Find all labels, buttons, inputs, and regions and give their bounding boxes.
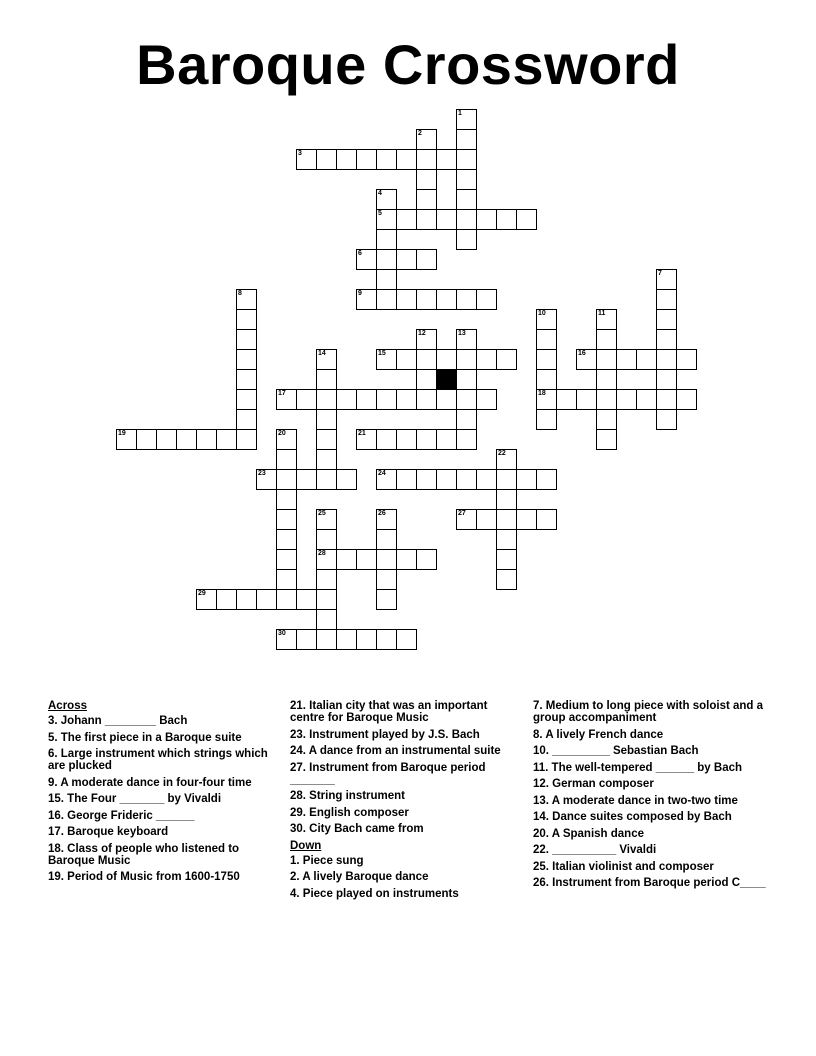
grid-cell[interactable] — [496, 449, 517, 470]
clue-across-19: 19. Period of Music from 1600-1750 — [48, 871, 240, 883]
grid-cell[interactable] — [416, 209, 437, 230]
clue-number: 29 — [198, 590, 206, 597]
grid-cell[interactable] — [276, 469, 297, 490]
clue-number: 7 — [658, 270, 662, 277]
clue-number: 25 — [318, 510, 326, 517]
clues-column-2 — [290, 700, 522, 904]
grid-cell[interactable] — [416, 169, 437, 190]
grid-cell[interactable] — [496, 549, 517, 570]
grid-cell[interactable] — [416, 249, 437, 270]
grid-cell[interactable] — [616, 349, 637, 370]
grid-cell[interactable] — [296, 149, 317, 170]
grid-cell[interactable] — [416, 549, 437, 570]
grid-cell[interactable] — [516, 469, 537, 490]
grid-cell[interactable] — [156, 429, 177, 450]
grid-cell[interactable] — [436, 389, 457, 410]
grid-cell[interactable] — [656, 289, 677, 310]
grid-cell[interactable] — [456, 169, 477, 190]
grid-cell[interactable] — [436, 289, 457, 310]
grid-cell[interactable] — [596, 349, 617, 370]
grid-cell[interactable] — [316, 509, 337, 530]
clue-number: 14 — [318, 350, 326, 357]
grid-cell[interactable] — [656, 309, 677, 330]
grid-cell[interactable] — [256, 589, 277, 610]
grid-cell[interactable] — [536, 469, 557, 490]
grid-cell[interactable] — [656, 369, 677, 390]
grid-cell[interactable] — [496, 469, 517, 490]
grid-cell[interactable] — [656, 329, 677, 350]
grid-cell[interactable] — [596, 369, 617, 390]
grid-cell[interactable] — [316, 589, 337, 610]
grid-cell[interactable] — [396, 289, 417, 310]
grid-cell[interactable] — [496, 569, 517, 590]
clue-number: 22 — [498, 450, 506, 457]
grid-cell[interactable] — [456, 209, 477, 230]
clue-across-23: 23. Instrument played by J.S. Bach — [290, 728, 480, 741]
grid-cell[interactable] — [536, 329, 557, 350]
clue-number: 3 — [298, 150, 302, 157]
grid-cell[interactable] — [236, 309, 257, 330]
grid-cell[interactable] — [416, 429, 437, 450]
grid-cell[interactable] — [336, 149, 357, 170]
clue-number: 21 — [358, 430, 366, 437]
grid-cell[interactable] — [276, 569, 297, 590]
grid-cell[interactable] — [296, 629, 317, 650]
grid-cell[interactable] — [496, 529, 517, 550]
grid-cell[interactable] — [396, 209, 417, 230]
grid-cell[interactable] — [596, 309, 617, 330]
clue-number: 15 — [378, 350, 386, 357]
grid-cell[interactable] — [496, 349, 517, 370]
grid-cell[interactable] — [316, 429, 337, 450]
grid-cell[interactable] — [376, 569, 397, 590]
grid-cell[interactable] — [676, 349, 697, 370]
grid-cell[interactable] — [376, 269, 397, 290]
grid-cell[interactable] — [536, 409, 557, 430]
grid-cell[interactable] — [376, 549, 397, 570]
grid-cell[interactable] — [276, 629, 297, 650]
grid-cell[interactable] — [316, 149, 337, 170]
grid-cell[interactable] — [356, 429, 377, 450]
clue-down-8: 8. A lively French dance — [533, 728, 664, 741]
grid-cell[interactable] — [236, 289, 257, 310]
grid-cell[interactable] — [236, 389, 257, 410]
grid-cell[interactable] — [276, 509, 297, 530]
grid-cell[interactable] — [276, 589, 297, 610]
grid-cell[interactable] — [376, 389, 397, 410]
grid-cell[interactable] — [356, 149, 377, 170]
grid-cell[interactable] — [316, 349, 337, 370]
grid-cell[interactable] — [536, 349, 557, 370]
grid-cell[interactable] — [396, 429, 417, 450]
grid-cell[interactable] — [436, 149, 457, 170]
grid-cell[interactable] — [456, 329, 477, 350]
grid-cell[interactable] — [376, 629, 397, 650]
grid-cell[interactable] — [316, 449, 337, 470]
grid-cell[interactable] — [416, 289, 437, 310]
grid-cell[interactable] — [276, 389, 297, 410]
grid-cell[interactable] — [176, 429, 197, 450]
clue-down-25: 25. Italian violinist and composer — [533, 860, 714, 873]
grid-cell[interactable] — [296, 469, 317, 490]
grid-cell[interactable] — [476, 509, 497, 530]
grid-cell[interactable] — [316, 389, 337, 410]
clue-number: 27 — [458, 510, 466, 517]
grid-cell[interactable] — [396, 469, 417, 490]
grid-cell[interactable] — [376, 149, 397, 170]
grid-cell[interactable] — [456, 389, 477, 410]
clue-across-16: 16. George Frideric ______ — [48, 809, 195, 822]
grid-cell[interactable] — [316, 629, 337, 650]
clue-number: 12 — [418, 330, 426, 337]
grid-cell[interactable] — [576, 349, 597, 370]
grid-cell[interactable] — [236, 409, 257, 430]
clue-number: 16 — [578, 350, 586, 357]
clue-across-3: 3. Johann ________ Bach — [48, 715, 188, 727]
clue-number: 24 — [378, 470, 386, 477]
grid-cell[interactable] — [356, 629, 377, 650]
clue-down-22: 22. __________ Vivaldi — [533, 844, 657, 856]
grid-cell[interactable] — [496, 489, 517, 510]
clue-across-28: 28. String instrument — [290, 790, 406, 802]
grid-cell[interactable] — [216, 429, 237, 450]
grid-cell[interactable] — [316, 369, 337, 390]
grid-cell[interactable] — [316, 529, 337, 550]
across-heading: Across — [48, 700, 87, 712]
grid-cell[interactable] — [296, 589, 317, 610]
grid-cell[interactable] — [356, 249, 377, 270]
grid-cell[interactable] — [416, 149, 437, 170]
clue-number: 13 — [458, 330, 466, 337]
grid-cell[interactable] — [496, 509, 517, 530]
grid-cell[interactable] — [476, 349, 497, 370]
grid-cell[interactable] — [576, 389, 597, 410]
grid-cell[interactable] — [416, 189, 437, 210]
clue-across-29: 29. English composer — [290, 806, 409, 819]
grid-cell[interactable] — [356, 549, 377, 570]
grid-cell[interactable] — [476, 209, 497, 230]
grid-cell[interactable] — [536, 509, 557, 530]
grid-cell[interactable] — [296, 389, 317, 410]
grid-cell[interactable] — [656, 409, 677, 430]
grid-cell[interactable] — [336, 469, 357, 490]
clue-number: 4 — [378, 190, 382, 197]
clue-down-13: 13. A moderate dance in two-two time — [533, 794, 738, 807]
clue-number: 20 — [278, 430, 286, 437]
grid-cell[interactable] — [376, 529, 397, 550]
grid-cell[interactable] — [316, 549, 337, 570]
grid-cell[interactable] — [336, 389, 357, 410]
clue-number: 1 — [458, 110, 462, 117]
clue-number: 2 — [418, 130, 422, 137]
grid-cell[interactable] — [416, 349, 437, 370]
clue-across-6: 6. Large instrument which strings which are plucked — [48, 748, 268, 772]
clue-down-20: 20. A Spanish dance — [533, 827, 644, 840]
page-title: Baroque Crossword — [136, 33, 680, 96]
grid-cell[interactable] — [416, 329, 437, 350]
grid-cell[interactable] — [456, 369, 477, 390]
grid-cell[interactable] — [536, 389, 557, 410]
grid-cell[interactable] — [556, 389, 577, 410]
grid-cell[interactable] — [636, 349, 657, 370]
grid-cell[interactable] — [216, 589, 237, 610]
grid-cell[interactable] — [376, 189, 397, 210]
grid-cell[interactable] — [276, 449, 297, 470]
clue-number: 8 — [238, 290, 242, 297]
clue-down-2: 2. A lively Baroque dance — [290, 871, 429, 883]
grid-cell[interactable] — [656, 349, 677, 370]
grid-cell[interactable] — [416, 389, 437, 410]
clue-number: 17 — [278, 390, 286, 397]
clue-down-26: 26. Instrument from Baroque period C____ — [533, 877, 766, 889]
grid-cell[interactable] — [136, 429, 157, 450]
clue-number: 18 — [538, 390, 546, 397]
clue-number: 23 — [258, 470, 266, 477]
clues-column-3 — [533, 700, 773, 894]
grid-cell[interactable] — [196, 429, 217, 450]
clue-across-15: 15. The Four _______ by Vivaldi — [48, 793, 222, 805]
clue-down-10: 10. _________ Sebastian Bach — [533, 745, 699, 757]
grid-cell[interactable] — [316, 409, 337, 430]
grid-cell[interactable] — [396, 149, 417, 170]
grid-cell[interactable] — [436, 349, 457, 370]
grid-cell[interactable] — [276, 429, 297, 450]
clue-down-1: 1. Piece sung — [290, 854, 364, 867]
grid-cell[interactable] — [656, 269, 677, 290]
grid-cell[interactable] — [456, 129, 477, 150]
clue-number: 5 — [378, 210, 382, 217]
grid-cell[interactable] — [416, 129, 437, 150]
black-cell — [436, 369, 457, 390]
grid-cell[interactable] — [336, 549, 357, 570]
clue-down-4: 4. Piece played on instruments — [290, 887, 459, 900]
clue-across-17: 17. Baroque keyboard — [48, 826, 169, 838]
grid-cell[interactable] — [316, 469, 337, 490]
grid-cell[interactable] — [236, 429, 257, 450]
grid-cell[interactable] — [616, 389, 637, 410]
grid-cell[interactable] — [356, 289, 377, 310]
grid-cell[interactable] — [596, 429, 617, 450]
grid-cell[interactable] — [236, 369, 257, 390]
clue-number: 30 — [278, 630, 286, 637]
grid-cell[interactable] — [436, 209, 457, 230]
grid-cell[interactable] — [236, 329, 257, 350]
grid-cell[interactable] — [376, 509, 397, 530]
grid-cell[interactable] — [476, 289, 497, 310]
grid-cell[interactable] — [456, 189, 477, 210]
grid-cell[interactable] — [596, 409, 617, 430]
clue-number: 11 — [598, 310, 606, 317]
clue-across-27: 27. Instrument from Baroque period _______ — [290, 761, 486, 786]
grid-cell[interactable] — [476, 469, 497, 490]
clue-across-30: 30. City Bach came from — [290, 823, 424, 835]
grid-cell[interactable] — [536, 309, 557, 330]
grid-cell[interactable] — [376, 589, 397, 610]
grid-cell[interactable] — [396, 549, 417, 570]
grid-cell[interactable] — [376, 429, 397, 450]
grid-cell[interactable] — [516, 209, 537, 230]
grid-cell[interactable] — [596, 389, 617, 410]
grid-cell[interactable] — [236, 589, 257, 610]
clue-number: 28 — [318, 550, 326, 557]
grid-cell[interactable] — [496, 209, 517, 230]
grid-cell[interactable] — [456, 409, 477, 430]
clue-down-11: 11. The well-tempered ______ by Bach — [533, 761, 743, 774]
grid-cell[interactable] — [276, 529, 297, 550]
grid-cell[interactable] — [436, 469, 457, 490]
clue-down-14: 14. Dance suites composed by Bach — [533, 811, 732, 823]
grid-cell[interactable] — [316, 569, 337, 590]
clue-across-24: 24. A dance from an instrumental suite — [290, 745, 501, 757]
clue-across-5: 5. The first piece in a Baroque suite — [48, 731, 242, 744]
grid-cell[interactable] — [376, 229, 397, 250]
grid-cell[interactable] — [116, 429, 137, 450]
grid-cell[interactable] — [376, 349, 397, 370]
grid-cell[interactable] — [396, 349, 417, 370]
grid-cell[interactable] — [456, 469, 477, 490]
grid-cell[interactable] — [396, 249, 417, 270]
clue-down-12: 12. German composer — [533, 778, 654, 790]
clue-across-18: 18. Class of people who listened to Baroque Music — [48, 842, 240, 867]
grid-cell[interactable] — [456, 509, 477, 530]
grid-cell[interactable] — [276, 489, 297, 510]
grid-cell[interactable] — [376, 249, 397, 270]
grid-cell[interactable] — [456, 289, 477, 310]
clue-number: 9 — [358, 290, 362, 297]
clue-down-7: 7. Medium to long piece with soloist and a group accompaniment — [533, 700, 764, 724]
grid-cell[interactable] — [376, 469, 397, 490]
grid-cell[interactable] — [456, 429, 477, 450]
grid-cell[interactable] — [456, 109, 477, 130]
grid-cell[interactable] — [456, 229, 477, 250]
clue-across-9: 9. A moderate dance in four-four time — [48, 776, 252, 789]
grid-cell[interactable] — [596, 329, 617, 350]
clue-number: 6 — [358, 250, 362, 257]
grid-cell[interactable] — [656, 389, 677, 410]
clue-number: 10 — [538, 310, 546, 317]
grid-cell[interactable] — [396, 629, 417, 650]
grid-cell[interactable] — [236, 349, 257, 370]
grid-cell[interactable] — [316, 609, 337, 630]
clue-number: 26 — [378, 510, 386, 517]
clue-number: 19 — [118, 430, 126, 437]
grid-cell[interactable] — [516, 509, 537, 530]
clues-column-1 — [48, 700, 280, 888]
grid-cell[interactable] — [636, 389, 657, 410]
grid-cell[interactable] — [436, 429, 457, 450]
grid-cell[interactable] — [476, 389, 497, 410]
grid-cell[interactable] — [416, 469, 437, 490]
grid-cell[interactable] — [396, 389, 417, 410]
grid-cell[interactable] — [376, 289, 397, 310]
grid-cell[interactable] — [536, 369, 557, 390]
grid-cell[interactable] — [456, 149, 477, 170]
grid-cell[interactable] — [676, 389, 697, 410]
clue-across-21: 21. Italian city that was an important centre for Baroque Music — [290, 700, 488, 724]
grid-cell[interactable] — [356, 389, 377, 410]
grid-cell[interactable] — [416, 369, 437, 390]
grid-cell[interactable] — [276, 549, 297, 570]
grid-cell[interactable] — [376, 209, 397, 230]
grid-cell[interactable] — [336, 629, 357, 650]
grid-cell[interactable] — [196, 589, 217, 610]
down-heading: Down — [290, 839, 322, 852]
grid-cell[interactable] — [256, 469, 277, 490]
grid-cell[interactable] — [456, 349, 477, 370]
